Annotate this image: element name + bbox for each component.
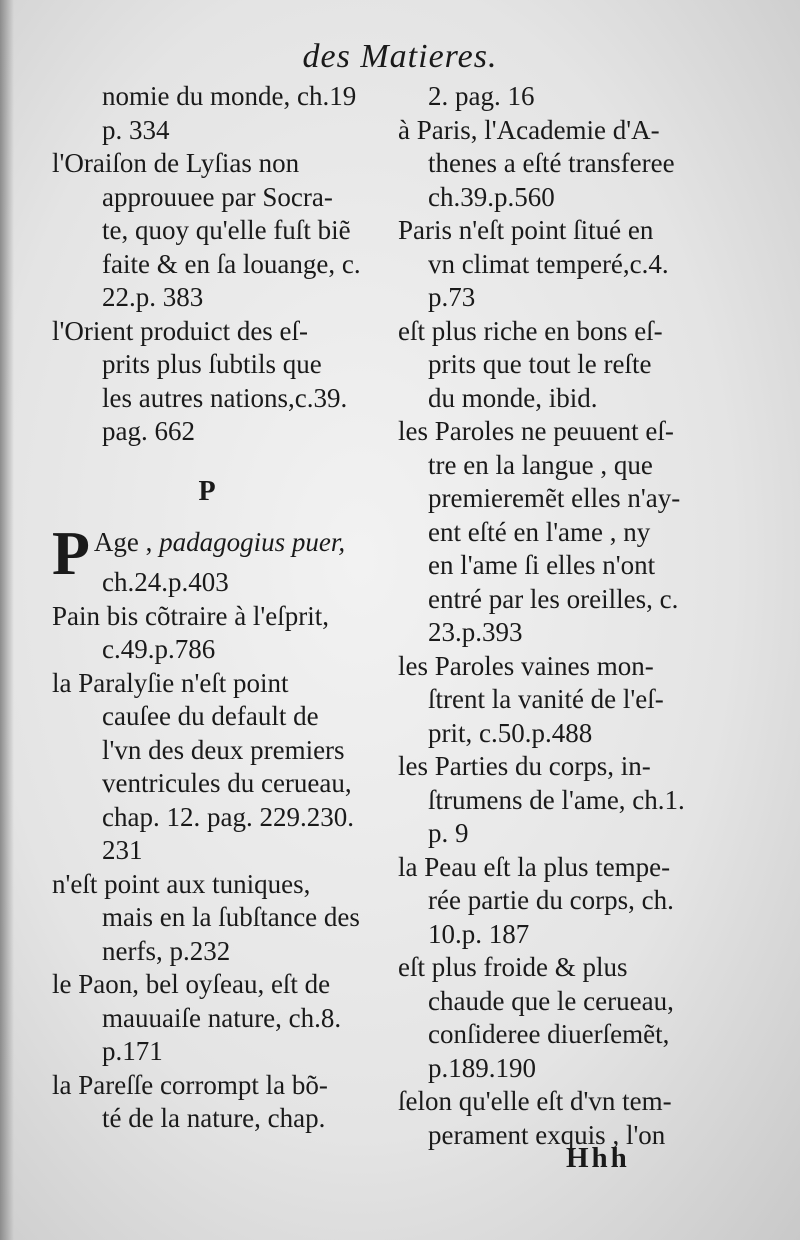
index-line: cauſee du default de [102, 701, 319, 731]
index-line: rée partie du corps, ch. [428, 885, 674, 915]
index-line: les Paroles ne peuuent eſ- [398, 416, 674, 446]
page-title: des Matieres. [302, 38, 498, 75]
index-line: Paris n'eſt point ſitué en [398, 215, 654, 245]
page-entry [52, 520, 392, 600]
index-line: ch.39.p.560 [428, 181, 555, 212]
index-line: prits que tout le reſte [428, 349, 652, 379]
index-line: p.189.190 [428, 1052, 536, 1083]
index-line: n'eſt point aux tuniques, [52, 868, 311, 899]
page-entry-word: Age , [93, 527, 160, 557]
index-line: l'Oraiſon de Lyſias non [52, 148, 300, 178]
index-line: 231 [102, 835, 143, 865]
index-line: les Paroles vaines mon- [398, 650, 654, 681]
index-line: la Pareſſe corrompt la bõ- [52, 1069, 328, 1100]
index-line: la Paralyſie n'eſt point [52, 667, 289, 698]
index-line: entré par les oreilles, c. [428, 583, 679, 614]
page-entry-latin: padagogius puer, [159, 527, 346, 557]
left-entries [52, 80, 392, 449]
right-column [398, 80, 758, 1152]
index-line: ventricules du cerueau, [102, 768, 352, 798]
spine-shadow [0, 0, 14, 1240]
index-line: p. 9 [428, 818, 469, 848]
index-line: 10.p. 187 [428, 918, 530, 949]
section-letter: P [198, 475, 216, 507]
index-line: ſelon qu'elle eſt d'vn tem- [398, 1086, 672, 1116]
right-entries [398, 80, 758, 1152]
index-line: mais en la ſubſtance des [102, 902, 360, 932]
index-line: prits plus ſubtils que [102, 349, 322, 379]
index-line: les Parties du corps, in- [398, 751, 651, 781]
index-line: chap. 12. pag. 229.230. [102, 801, 354, 832]
index-line: conſideree diuerſemẽt, [428, 1019, 670, 1049]
index-line: p.73 [428, 282, 476, 312]
index-line: tre en la langue , que [428, 449, 653, 480]
index-line: mauuaiſe nature, ch.8. [102, 1002, 342, 1033]
index-line: té de la nature, chap. [102, 1103, 326, 1133]
drop-cap: P [52, 520, 90, 588]
index-line: c.49.p.786 [102, 634, 216, 664]
index-line: perament exquis , l'on [428, 1119, 666, 1150]
index-line: ſtrumens de l'ame, ch.1. [428, 784, 685, 815]
index-line: 23.p.393 [428, 617, 523, 647]
index-line: les autres nations,c.39. [102, 382, 348, 413]
index-line: la Peau eſt la plus tempe- [398, 851, 671, 882]
index-line: à Paris, l'Academie d'A- [398, 114, 660, 145]
page-entry-line-2: ch.24.p.403 [102, 567, 229, 597]
index-line: p. 334 [102, 114, 170, 145]
index-line: l'Orient produict des eſ- [52, 315, 309, 346]
index-line: faite & en ſa louange, c. [102, 248, 361, 279]
index-line: nerfs, p.232 [102, 935, 231, 966]
index-line: 22.p. 383 [102, 282, 204, 312]
signature-mark: Hhh [566, 1142, 630, 1174]
index-line: te, quoy qu'elle fuſt biẽ [102, 215, 351, 245]
index-line: thenes a eſté transferee [428, 148, 675, 178]
index-line: en l'ame ſi elles n'ont [428, 550, 656, 580]
index-line: Pain bis cõtraire à l'eſprit, [52, 600, 330, 631]
index-line: approuuee par Socra- [102, 181, 333, 212]
index-line: eſt plus riche en bons eſ- [398, 315, 663, 346]
index-line: le Paon, bel oyſeau, eſt de [52, 969, 331, 999]
index-line: du monde, ibid. [428, 382, 598, 413]
index-line: p.171 [102, 1036, 163, 1066]
index-line: vn climat temperé,c.4. [428, 248, 669, 279]
index-line: pag. 662 [102, 416, 195, 446]
index-line: premieremẽt elles n'ay- [428, 483, 681, 513]
index-line: eſt plus froide & plus [398, 952, 628, 982]
index-line: l'vn des deux premiers [102, 734, 345, 765]
index-line: ſtrent la vanité de l'eſ- [428, 684, 664, 714]
index-line: ent eſté en l'ame , ny [428, 516, 651, 547]
index-line: prit, c.50.p.488 [428, 717, 593, 748]
index-line: nomie du monde, ch.19 [102, 81, 357, 111]
index-line: chaude que le cerueau, [428, 985, 674, 1016]
left-column [52, 80, 392, 1136]
index-line: 2. pag. 16 [428, 81, 535, 111]
left-entries-2 [52, 600, 392, 1136]
